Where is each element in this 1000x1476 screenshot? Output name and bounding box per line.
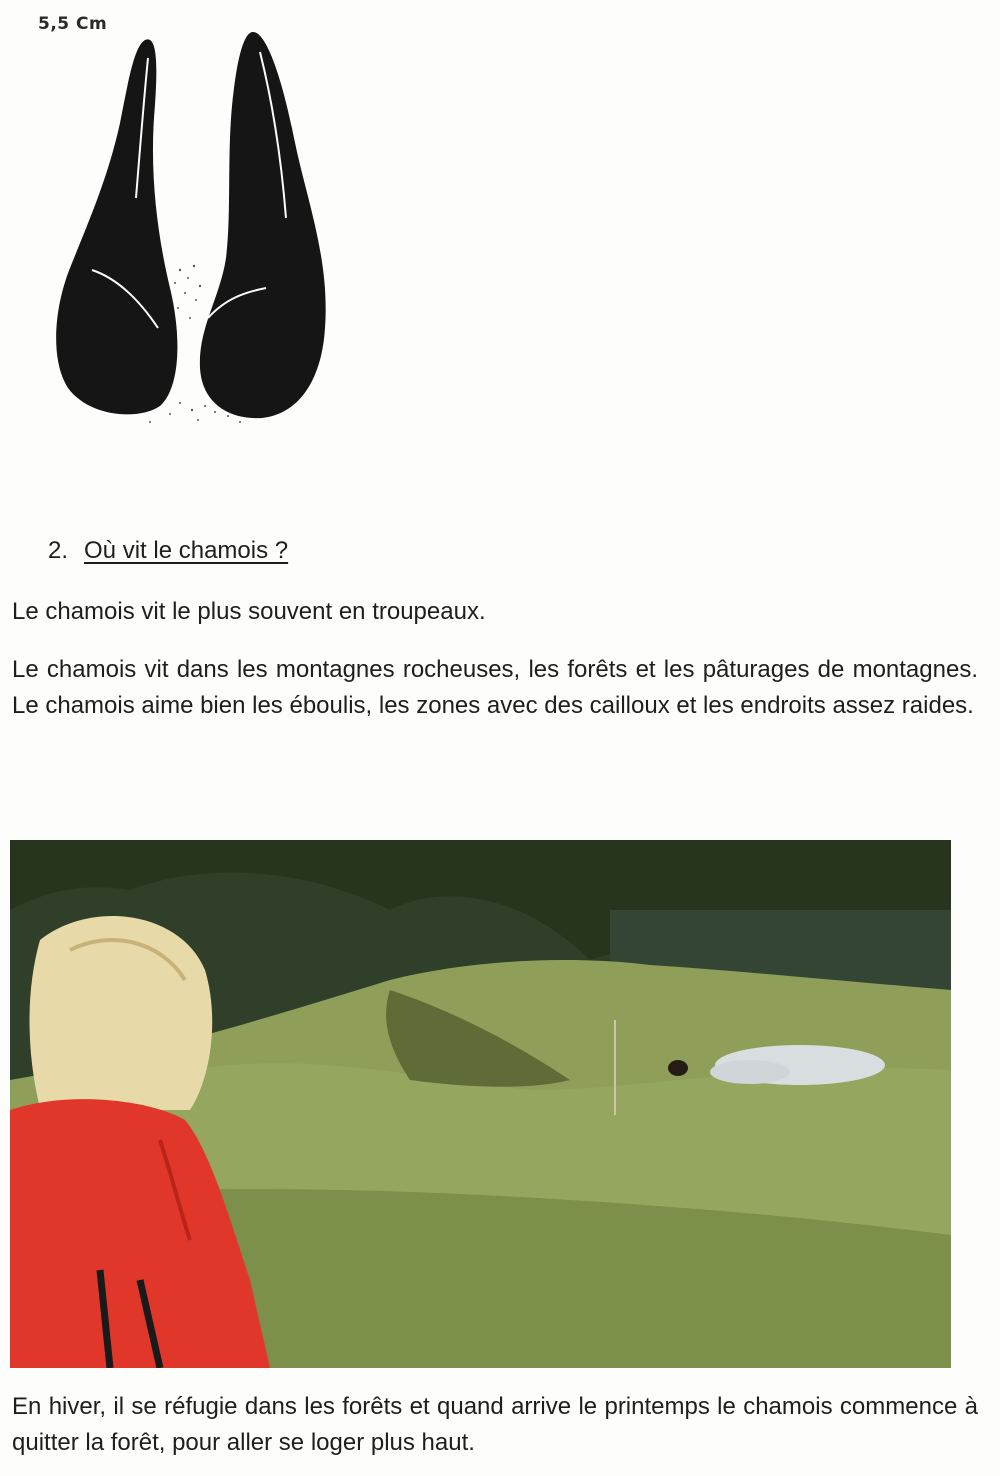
section-title: Où vit le chamois ? <box>84 537 289 564</box>
landscape-photo <box>10 840 951 1368</box>
landscape-photo-icon <box>10 840 951 1368</box>
chamois-footprint-figure <box>30 8 350 438</box>
paragraph-herds: Le chamois vit le plus souvent en troupeaux. <box>12 598 486 625</box>
paragraph-habitat: Le chamois vit dans les montagnes rocheuses, les forêts et les pâturages de montagnes. Le chamois aime bien les éboulis, les zones avec des cailloux et les endroits assez raides. <box>12 656 978 719</box>
hoof-print-icon <box>30 8 350 438</box>
paragraph-winter: En hiver, il se réfugie dans les forêts et quand arrive le printemps le chamois commence à quitter la forêt, pour aller se loger plus haut. <box>12 1393 978 1456</box>
scale-label: 5,5 Cm <box>38 14 108 34</box>
section-heading <box>48 537 288 565</box>
section-number: 2. <box>48 537 69 564</box>
